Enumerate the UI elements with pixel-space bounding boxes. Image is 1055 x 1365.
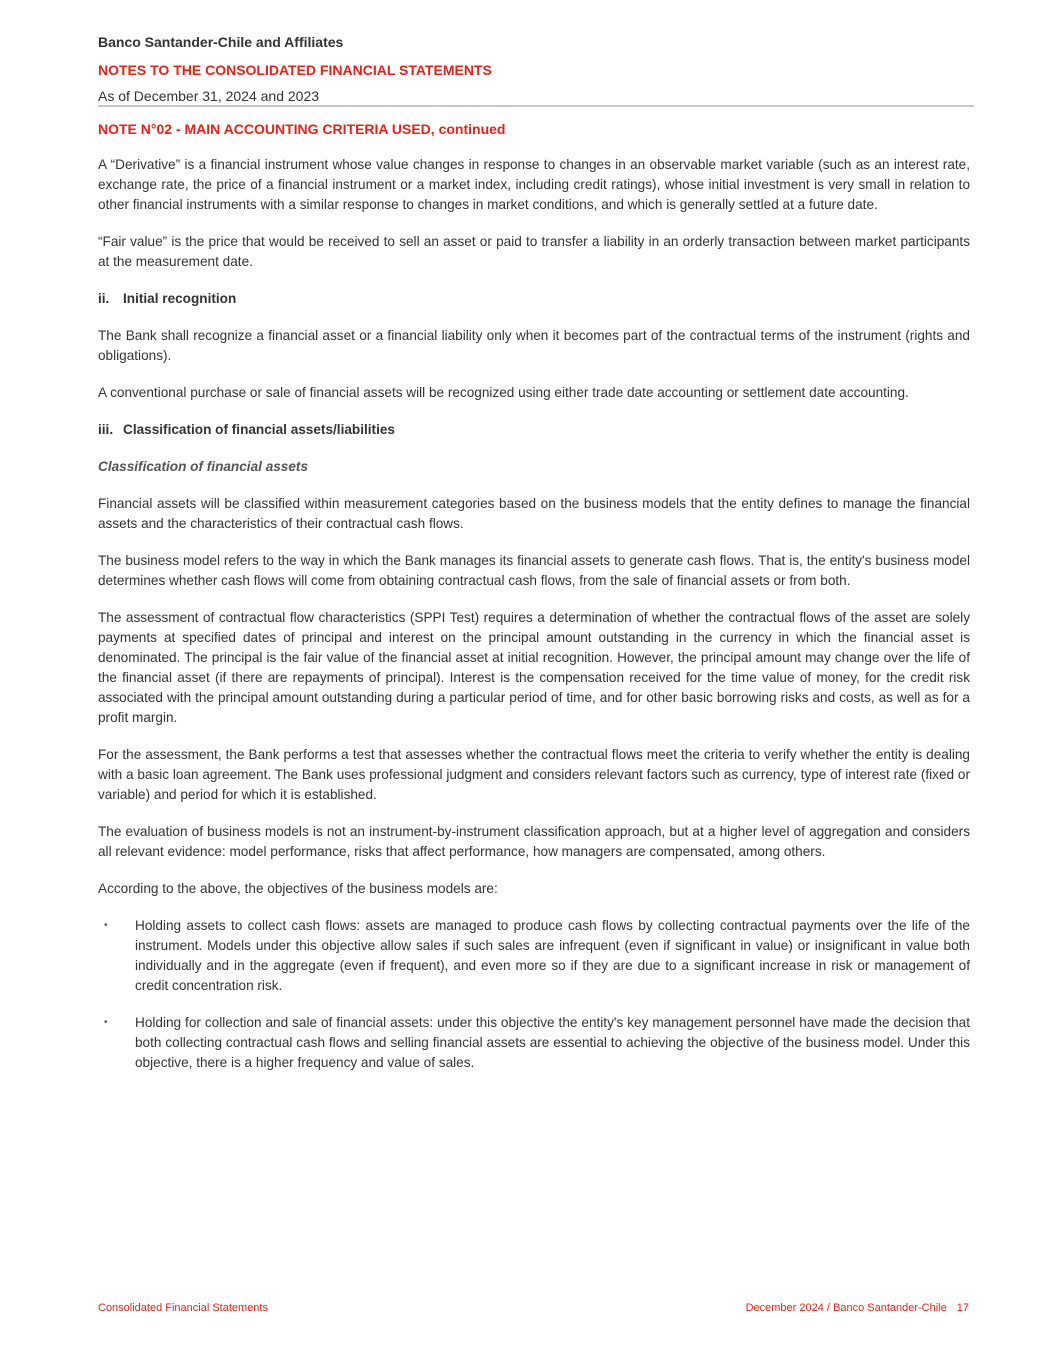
paragraph-business-model: The business model refers to the way in which the Bank manages its financial assets to generate cash flows. That is, the entity's business model determines whether cash flows will come from obtaining contractual cash flows, from the sale of financial assets or from both. [98,553,970,588]
list-item [98,1013,970,1073]
company-name: Banco Santander-Chile and Affiliates [98,34,344,50]
main-content [98,120,970,1090]
paragraph-derivative: A “Derivative” is a financial instrument whose value changes in response to changes in an observable market variable (such as an interest rate, exchange rate, the price of a financial instrument or a market index, including credit ratings), whose initial investment is very small in relation to other financial instruments with a similar response to changes in market conditions, and which is generally settled at a future date. [98,157,970,212]
list-item-text: Holding for collection and sale of financial assets: under this objective the entity's key management personnel have made the decision that both collecting contractual cash flows and selling financial assets are essential to achieving the objective of the business model. Under this objective, there is a higher frequency and value of sales. [135,1015,970,1070]
notes-title: NOTES TO THE CONSOLIDATED FINANCIAL STATEMENTS [98,62,492,78]
bullet-icon: • [104,920,108,931]
paragraph-evaluation: The evaluation of business models is not an instrument-by-instrument classification approach, but at a higher level of aggregation and considers all relevant evidence: model performance, risks that affect performance, how managers are compensated, among others. [98,824,970,859]
paragraph-conventional: A conventional purchase or sale of financial assets will be recognized using either trade date accounting or settlement date accounting. [98,385,909,400]
subheading-number: iii. [98,422,114,437]
footer-right-text: December 2024 / Banco Santander-Chile [745,1302,947,1314]
footer-right [680,1302,969,1314]
paragraph-recognize: The Bank shall recognize a financial asset or a financial liability only when it becomes part of the contractual terms of the instrument (rights and obligations). [98,328,970,363]
page-number: 17 [956,1302,969,1314]
subheading-initial-recognition [98,289,970,309]
subheading-text: Initial recognition [123,291,237,306]
header-divider [98,105,974,107]
objectives-list [98,916,970,1073]
paragraph-classified: Financial assets will be classified within measurement categories based on the business models that the entity defines to manage the financial assets and the characteristics of their contractual cash flows. [98,496,970,531]
subheading-number: ii. [98,291,110,306]
paragraph-assessment: For the assessment, the Bank performs a test that assesses whether the contractual flows meet the criteria to verify whether the entity is dealing with a basic loan agreement. The Bank uses professional judgment and considers relevant factors such as currency, type of interest rate (fixed or variable) and period for which it is established. [98,747,970,802]
report-date: As of December 31, 2024 and 2023 [98,88,320,104]
bullet-icon: • [104,1017,108,1028]
paragraph-according: According to the above, the objectives of the business models are: [98,881,498,896]
paragraph-sppi: The assessment of contractual flow characteristics (SPPI Test) requires a determination of whether the contractual flows of the asset are solely payments at specified dates of principal and interest on the principal amount outstanding in the currency in which the financial asset is denominated. The principal is the fair value of the financial asset at initial recognition. However, the principal amount may change over the life of the financial asset (if there are repayments of principal). Interest is the compensation received for the time value of money, for the credit risk associated with the principal amount outstanding during a particular period of time, and for other basic borrowing risks and costs, as well as for a profit margin. [98,610,970,725]
subheading-classification-assets: Classification of financial assets [98,459,309,474]
footer-left: Consolidated Financial Statements [98,1302,268,1314]
paragraph-fair-value: “Fair value” is the price that would be received to sell an asset or paid to transfer a liability in an orderly transaction between market participants at the measurement date. [98,234,970,269]
list-item-text: Holding assets to collect cash flows: assets are managed to produce cash flows by collecting contractual payments over the life of the instrument. Models under this objective allow sales if such sales are infrequent (even if significant in value) or insignificant in value both individually and in the aggregate (even if frequent), and even more so if they are due to a significant increase in risk or management of credit concentration risk. [135,918,970,993]
subheading-classification [98,420,970,440]
list-item [98,916,970,996]
note-title: NOTE N°02 - MAIN ACCOUNTING CRITERIA USED, continued [98,121,506,137]
subheading-text: Classification of financial assets/liabilities [123,422,395,437]
